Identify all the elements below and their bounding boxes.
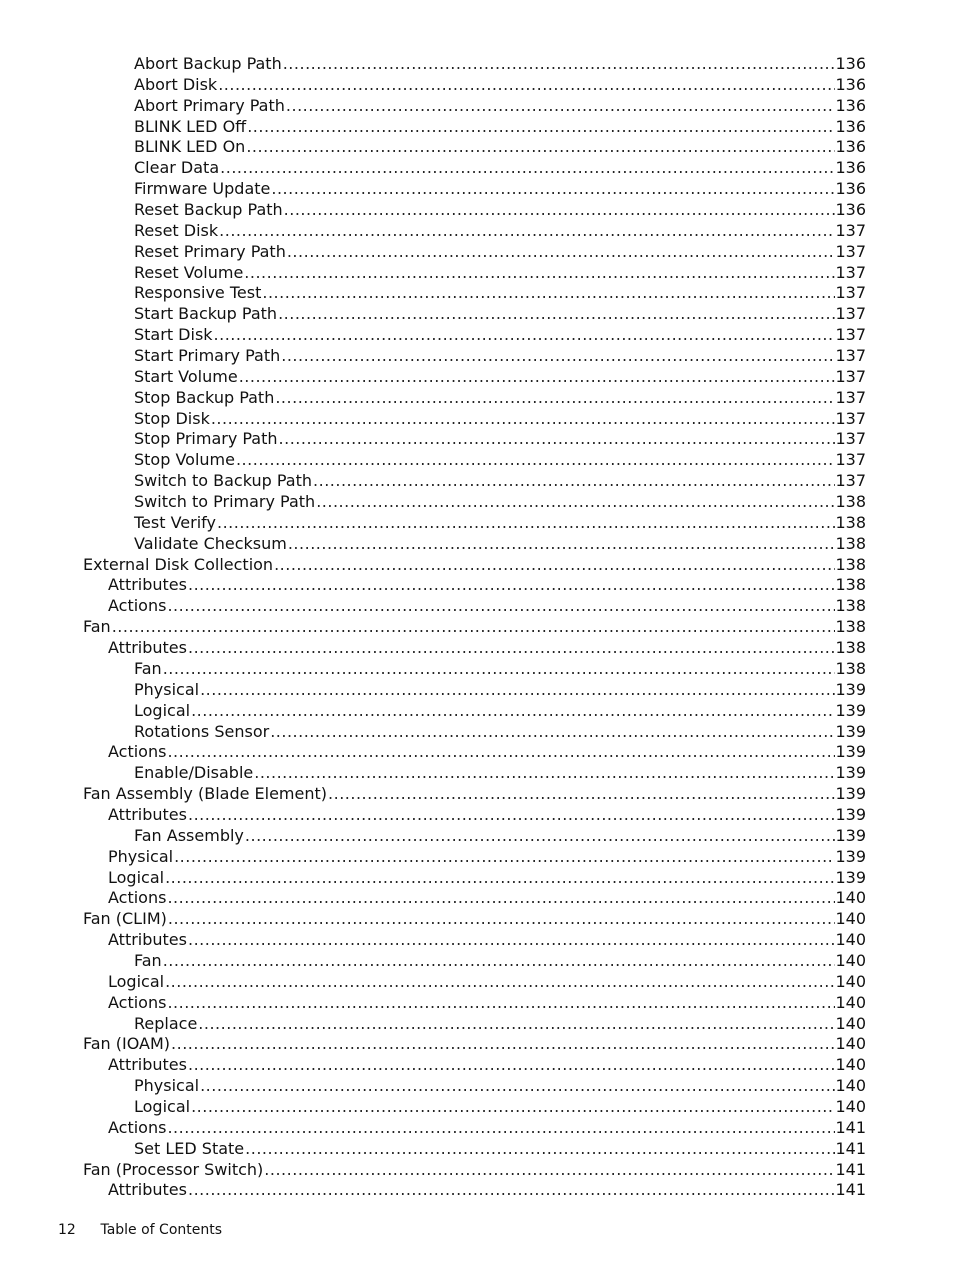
- toc-entry[interactable]: [0, 283, 866, 304]
- toc-entry-label: Firmware Update: [134, 179, 271, 199]
- toc-entry-page-number: 140: [835, 1055, 866, 1075]
- toc-dot-leader: [275, 388, 835, 409]
- toc-dot-leader: [247, 117, 835, 138]
- toc-entry-page-number: 137: [835, 283, 866, 303]
- footer-page-number: 12: [58, 1222, 76, 1238]
- toc-entry[interactable]: [0, 117, 866, 138]
- toc-entry-page-number: 137: [835, 429, 866, 449]
- toc-entry-page-number: 137: [835, 262, 866, 282]
- toc-entry-page-number: 141: [835, 1117, 866, 1137]
- toc-dot-leader: [316, 492, 835, 513]
- toc-entry-page-number: 139: [835, 742, 866, 762]
- toc-entry[interactable]: [0, 972, 866, 993]
- toc-dot-leader: [200, 680, 835, 701]
- toc-entry-label: Stop Volume: [134, 450, 235, 470]
- toc-entry[interactable]: [0, 742, 866, 763]
- toc-entry-label: Set LED State: [134, 1138, 245, 1158]
- toc-entry-page-number: 138: [835, 596, 866, 616]
- toc-entry-label: Stop Backup Path: [134, 387, 275, 407]
- toc-dot-leader: [246, 137, 835, 158]
- toc-entry[interactable]: [0, 930, 866, 951]
- toc-dot-leader: [244, 263, 835, 284]
- toc-dot-leader: [236, 450, 835, 471]
- toc-entry-label: Start Backup Path: [134, 304, 278, 324]
- toc-entry-page-number: 140: [835, 1096, 866, 1116]
- toc-entry-label: Attributes: [108, 1180, 187, 1200]
- toc-entry-label: Fan Assembly (Blade Element): [83, 784, 328, 804]
- toc-entry-label: Actions: [108, 742, 167, 762]
- toc-entry-label: Enable/Disable: [134, 763, 254, 783]
- toc-entry-label: Fan Assembly: [134, 825, 244, 845]
- toc-entry-label: Start Disk: [134, 325, 213, 345]
- toc-dot-leader: [171, 1034, 835, 1055]
- toc-entry-label: Physical: [108, 846, 174, 866]
- toc-dot-leader: [245, 1139, 835, 1160]
- toc-entry-label: Switch to Primary Path: [134, 492, 316, 512]
- toc-entry-label: Attributes: [108, 575, 187, 595]
- toc-entry-page-number: 137: [835, 304, 866, 324]
- toc-entry-label: Reset Volume: [134, 262, 244, 282]
- toc-entry[interactable]: [0, 575, 866, 596]
- toc-entry-page-number: 137: [835, 220, 866, 240]
- toc-entry-page-number: 137: [835, 450, 866, 470]
- toc-dot-leader: [274, 555, 835, 576]
- toc-entry-label: Attributes: [108, 930, 187, 950]
- toc-entry-label: Fan (IOAM): [83, 1034, 171, 1054]
- toc-dot-leader: [167, 993, 835, 1014]
- toc-dot-leader: [163, 659, 836, 680]
- toc-entry[interactable]: [0, 367, 866, 388]
- toc-entry-page-number: 139: [835, 825, 866, 845]
- toc-entry-label: Attributes: [108, 1055, 187, 1075]
- toc-entry-page-number: 140: [835, 888, 866, 908]
- toc-entry[interactable]: [0, 304, 866, 325]
- toc-entry[interactable]: [0, 1139, 866, 1160]
- toc-entry-page-number: 140: [835, 930, 866, 950]
- toc-entry-label: Switch to Backup Path: [134, 471, 313, 491]
- toc-entry[interactable]: [0, 1118, 866, 1139]
- toc-entry-page-number: 136: [835, 116, 866, 136]
- toc-entry[interactable]: [0, 450, 866, 471]
- toc-entry[interactable]: [0, 263, 866, 284]
- toc-dot-leader: [167, 742, 835, 763]
- toc-entry[interactable]: [0, 888, 866, 909]
- toc-entry[interactable]: [0, 137, 866, 158]
- toc-dot-leader: [167, 1118, 835, 1139]
- toc-entry-label: Reset Disk: [134, 220, 219, 240]
- toc-entry[interactable]: [0, 805, 866, 826]
- toc-entry-page-number: 141: [835, 1138, 866, 1158]
- toc-entry-label: Actions: [108, 596, 167, 616]
- toc-dot-leader: [219, 221, 835, 242]
- toc-entry[interactable]: [0, 1034, 866, 1055]
- toc-entry-page-number: 136: [835, 137, 866, 157]
- toc-entry-page-number: 138: [835, 638, 866, 658]
- toc-entry-page-number: 139: [835, 784, 866, 804]
- toc-entry-label: Attributes: [108, 804, 187, 824]
- toc-entry-page-number: 140: [835, 971, 866, 991]
- toc-entry-page-number: 140: [835, 1013, 866, 1033]
- toc-dot-leader: [217, 513, 835, 534]
- toc-entry[interactable]: [0, 534, 866, 555]
- toc-dot-leader: [214, 325, 836, 346]
- toc-dot-leader: [188, 1055, 835, 1076]
- toc-entry-page-number: 139: [835, 679, 866, 699]
- toc-entry-label: Abort Disk: [134, 74, 218, 94]
- toc-entry-page-number: 141: [835, 1180, 866, 1200]
- toc-entry-page-number: 138: [835, 617, 866, 637]
- toc-dot-leader: [254, 763, 835, 784]
- toc-entry-label: Test Verify: [134, 512, 216, 532]
- toc-entry[interactable]: [0, 993, 866, 1014]
- toc-entry[interactable]: [0, 847, 866, 868]
- toc-entry[interactable]: [0, 513, 866, 534]
- toc-entry-page-number: 138: [835, 512, 866, 532]
- toc-entry[interactable]: [0, 638, 866, 659]
- toc-entry[interactable]: [0, 659, 866, 680]
- toc-entry-page-number: 138: [835, 575, 866, 595]
- toc-entry[interactable]: [0, 868, 866, 889]
- toc-entry-page-number: 136: [835, 74, 866, 94]
- toc-entry-label: Fan: [134, 658, 162, 678]
- toc-dot-leader: [211, 409, 836, 430]
- toc-entry-label: Logical: [134, 700, 191, 720]
- toc-entry-page-number: 140: [835, 1076, 866, 1096]
- toc-entry-label: Validate Checksum: [134, 533, 287, 553]
- toc-entry-page-number: 136: [835, 95, 866, 115]
- toc-entry-page-number: 137: [835, 408, 866, 428]
- toc-entry-label: Stop Primary Path: [134, 429, 278, 449]
- page-footer: [58, 1222, 222, 1238]
- toc-entry-label: Reset Backup Path: [134, 200, 283, 220]
- toc-entry[interactable]: [0, 763, 866, 784]
- toc-entry-page-number: 140: [835, 950, 866, 970]
- toc-entry[interactable]: [0, 54, 866, 75]
- toc-dot-leader: [191, 701, 835, 722]
- toc-entry-label: Physical: [134, 1076, 200, 1096]
- toc-dot-leader: [167, 596, 835, 617]
- toc-entry-label: Clear Data: [134, 158, 220, 178]
- toc-entry-page-number: 136: [835, 158, 866, 178]
- toc-entry-page-number: 139: [835, 846, 866, 866]
- toc-entry-page-number: 139: [835, 867, 866, 887]
- toc-entry-page-number: 139: [835, 721, 866, 741]
- toc-entry-label: Stop Disk: [134, 408, 210, 428]
- toc-dot-leader: [245, 826, 836, 847]
- toc-dot-leader: [220, 158, 835, 179]
- toc-entry[interactable]: [0, 179, 866, 200]
- toc-dot-leader: [174, 847, 835, 868]
- toc-dot-leader: [198, 1014, 835, 1035]
- toc-dot-leader: [163, 951, 836, 972]
- toc-entry-label: Fan: [134, 950, 162, 970]
- toc-entry-page-number: 137: [835, 387, 866, 407]
- toc-entry[interactable]: [0, 492, 866, 513]
- toc-entry[interactable]: [0, 1055, 866, 1076]
- toc-dot-leader: [112, 617, 836, 638]
- toc-dot-leader: [165, 868, 835, 889]
- toc-entry-label: Logical: [108, 971, 165, 991]
- toc-entry[interactable]: [0, 429, 866, 450]
- toc-dot-leader: [270, 722, 835, 743]
- toc-dot-leader: [281, 346, 835, 367]
- toc-entry-label: Replace: [134, 1013, 198, 1033]
- toc-entry-label: BLINK LED Off: [134, 116, 247, 136]
- toc-entry-page-number: 136: [835, 200, 866, 220]
- toc-dot-leader: [188, 930, 835, 951]
- toc-entry[interactable]: [0, 555, 866, 576]
- toc-entry[interactable]: [0, 96, 866, 117]
- toc-entry[interactable]: [0, 242, 866, 263]
- toc-dot-leader: [188, 575, 835, 596]
- toc-dot-leader: [188, 1180, 835, 1201]
- toc-entry[interactable]: [0, 596, 866, 617]
- toc-dot-leader: [264, 1160, 835, 1181]
- toc-entry-page-number: 140: [835, 1034, 866, 1054]
- toc-entry[interactable]: [0, 75, 866, 96]
- toc-dot-leader: [218, 75, 835, 96]
- toc-entry[interactable]: [0, 325, 866, 346]
- toc-entry-label: Rotations Sensor: [134, 721, 270, 741]
- toc-entry-page-number: 138: [835, 658, 866, 678]
- toc-dot-leader: [286, 96, 836, 117]
- toc-entry[interactable]: [0, 158, 866, 179]
- toc-entry-label: Actions: [108, 992, 167, 1012]
- toc-entry[interactable]: [0, 909, 866, 930]
- toc-dot-leader: [279, 429, 836, 450]
- toc-entry-page-number: 138: [835, 533, 866, 553]
- toc-entry-page-number: 138: [835, 554, 866, 574]
- toc-dot-leader: [200, 1076, 835, 1097]
- toc-entry[interactable]: [0, 200, 866, 221]
- toc-entry[interactable]: [0, 701, 866, 722]
- toc-entry[interactable]: [0, 1160, 866, 1181]
- toc-entry-page-number: 137: [835, 346, 866, 366]
- toc-entry-label: Reset Primary Path: [134, 241, 286, 261]
- toc-entry-label: Abort Backup Path: [134, 54, 282, 73]
- toc-entry[interactable]: [0, 826, 866, 847]
- toc-dot-leader: [168, 909, 836, 930]
- toc-entry-page-number: 139: [835, 804, 866, 824]
- toc-dot-leader: [284, 200, 836, 221]
- toc-entry-label: Physical: [134, 679, 200, 699]
- toc-entry-label: Actions: [108, 1117, 167, 1137]
- toc-dot-leader: [262, 283, 835, 304]
- toc-dot-leader: [271, 179, 835, 200]
- toc-entry-page-number: 140: [835, 909, 866, 929]
- toc-dot-leader: [328, 784, 835, 805]
- toc-entry-label: Start Primary Path: [134, 346, 281, 366]
- toc-entry-label: BLINK LED On: [134, 137, 246, 157]
- toc-entry[interactable]: [0, 471, 866, 492]
- toc-entry-page-number: 140: [835, 992, 866, 1012]
- toc-dot-leader: [288, 534, 836, 555]
- toc-entry[interactable]: [0, 680, 866, 701]
- toc-entry[interactable]: [0, 346, 866, 367]
- toc-entry[interactable]: [0, 1076, 866, 1097]
- toc-entry-page-number: 137: [835, 366, 866, 386]
- toc-dot-leader: [283, 54, 836, 75]
- toc-dot-leader: [167, 888, 835, 909]
- toc-dot-leader: [239, 367, 836, 388]
- toc-entry[interactable]: [0, 951, 866, 972]
- footer-section-title: Table of Contents: [100, 1222, 223, 1238]
- toc-dot-leader: [278, 304, 835, 325]
- toc-entry-page-number: 137: [835, 471, 866, 491]
- table-of-contents: [0, 54, 954, 1201]
- toc-entry-label: Responsive Test: [134, 283, 262, 303]
- toc-dot-leader: [191, 1097, 835, 1118]
- toc-entry-label: Start Volume: [134, 366, 238, 386]
- toc-entry[interactable]: [0, 784, 866, 805]
- toc-entry-label: Attributes: [108, 638, 187, 658]
- toc-dot-leader: [165, 972, 835, 993]
- toc-dot-leader: [188, 805, 835, 826]
- toc-entry-label: Fan: [83, 617, 111, 637]
- toc-entry-page-number: 141: [835, 1159, 866, 1179]
- toc-entry-page-number: 137: [835, 241, 866, 261]
- toc-entry-page-number: 137: [835, 325, 866, 345]
- toc-entry-label: Logical: [108, 867, 165, 887]
- toc-entry-label: Logical: [134, 1096, 191, 1116]
- toc-dot-leader: [313, 471, 835, 492]
- toc-entry-label: Actions: [108, 888, 167, 908]
- toc-entry[interactable]: [0, 409, 866, 430]
- toc-entry-page-number: 136: [835, 179, 866, 199]
- toc-entry[interactable]: [0, 388, 866, 409]
- toc-entry[interactable]: [0, 1180, 866, 1201]
- toc-entry[interactable]: [0, 617, 866, 638]
- toc-entry-label: Fan (CLIM): [83, 909, 167, 929]
- toc-entry[interactable]: [0, 1014, 866, 1035]
- toc-entry-page-number: 139: [835, 700, 866, 720]
- toc-entry-page-number: 136: [835, 54, 866, 73]
- toc-entry-page-number: 138: [835, 492, 866, 512]
- toc-entry-label: External Disk Collection: [83, 554, 274, 574]
- toc-entry-label: Abort Primary Path: [134, 95, 285, 115]
- toc-dot-leader: [287, 242, 836, 263]
- toc-entry[interactable]: [0, 221, 866, 242]
- toc-dot-leader: [188, 638, 835, 659]
- toc-entry[interactable]: [0, 722, 866, 743]
- toc-entry-page-number: 139: [835, 763, 866, 783]
- toc-entry[interactable]: [0, 1097, 866, 1118]
- toc-entry-label: Fan (Processor Switch): [83, 1159, 264, 1179]
